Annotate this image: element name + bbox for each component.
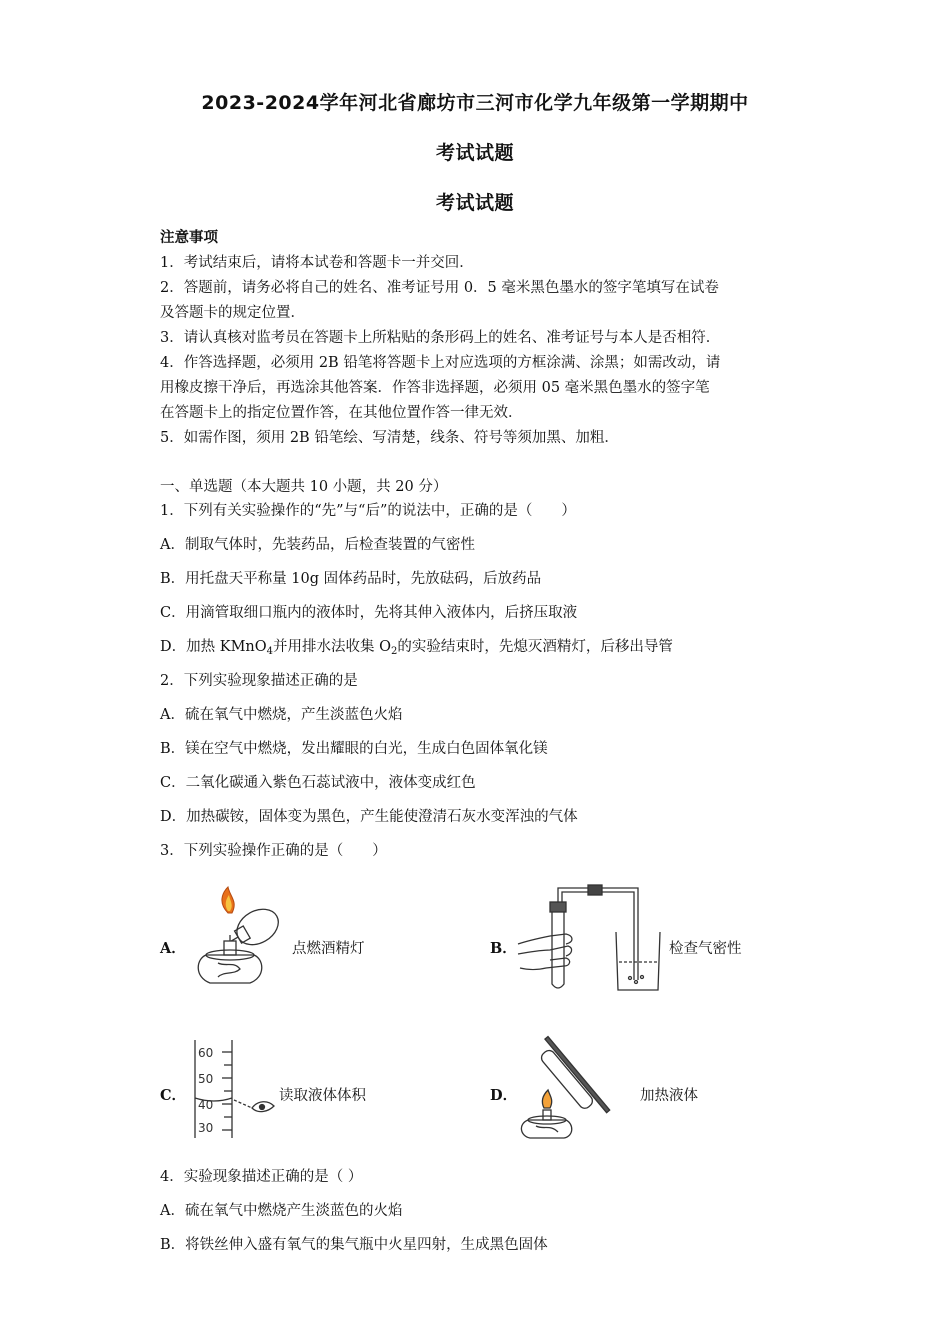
- q2-option-c: C．二氧化碳通入紫色石蕊试液中，液体变成红色: [160, 775, 476, 791]
- q3-option-a-label: A．: [160, 940, 186, 957]
- heating-liquid-figure: [514, 1030, 634, 1142]
- q3-option-c-label: C．: [160, 1087, 187, 1104]
- notice-item: 用橡皮擦干净后，再选涂其他答案．作答非选择题，必须用 05 毫米黑色墨水的签字笔: [160, 380, 710, 396]
- q2-option-a: A．硫在氧气中燃烧，产生淡蓝色火焰: [160, 707, 403, 723]
- section-heading: 一、单选题（本大题共 10 小题，共 20 分）: [160, 479, 448, 495]
- notice-item: 及答题卡的规定位置．: [160, 305, 305, 321]
- notice-item: 2．答题前，请务必将自己的姓名、准考证号用 0．5 毫米黑色墨水的签字笔填写在试卷: [160, 280, 719, 296]
- q3-option-b-label: B．: [490, 940, 517, 957]
- q2-option-d: D．加热碳铵，固体变为黑色，产生能使澄清石灰水变浑浊的气体: [160, 809, 578, 825]
- q4-stem: 4．实验现象描述正确的是（ ）: [160, 1169, 363, 1185]
- q1-option-a: A．制取气体时，先装药品，后检查装置的气密性: [160, 537, 475, 553]
- graduated-cylinder-figure: [190, 1038, 280, 1142]
- q2-stem: 2．下列实验现象描述正确的是: [160, 673, 358, 689]
- q4-option-a: A．硫在氧气中燃烧产生淡蓝色的火焰: [160, 1203, 403, 1219]
- q1-stem: 1．下列有关实验操作的“先”与“后”的说法中，正确的是（ ）: [160, 503, 576, 519]
- q3-stem: 3．下列实验操作正确的是（ ）: [160, 843, 387, 859]
- q1-option-d: D．加热 KMnO$_4$并用排水法收集 $O_2$的实验结束时，先熄灭酒精灯，后移出导管: [160, 639, 673, 657]
- notice-item: 5．如需作图，须用 2B 铅笔绘、写清楚，线条、符号等须加黑、加粗．: [160, 430, 619, 446]
- notice-heading: 注意事项: [160, 229, 218, 246]
- cylinder-tick-label: 40: [198, 1098, 214, 1112]
- cylinder-tick-label: 30: [198, 1121, 214, 1135]
- page-title-line1: 2023-2024学年河北省廊坊市三河市化学九年级第一学期期中: [201, 92, 749, 114]
- alcohol-lamp-lighting-figure: [188, 885, 288, 993]
- q3-option-c-caption: 读取液体体积: [279, 1088, 366, 1104]
- q4-option-b: B．将铁丝伸入盛有氧气的集气瓶中火星四射，生成黑色固体: [160, 1237, 548, 1253]
- page-title-line2: 考试试题: [435, 142, 514, 164]
- notice-item: 3．请认真核对监考员在答题卡上所粘贴的条形码上的姓名、准考证号与本人是否相符．: [160, 330, 721, 346]
- q1-option-c: C．用滴管取细口瓶内的液体时，先将其伸入液体内，后挤压取液: [160, 605, 578, 621]
- q3-option-d-label: D．: [490, 1087, 518, 1104]
- q3-option-d-caption: 加热液体: [640, 1088, 698, 1104]
- airtightness-check-figure: [516, 880, 666, 995]
- q3-option-a-caption: 点燃酒精灯: [292, 941, 365, 957]
- cylinder-tick-label: 60: [198, 1046, 214, 1060]
- q2-option-b: B．镁在空气中燃烧，发出耀眼的白光，生成白色固体氧化镁: [160, 741, 548, 757]
- q3-option-b-caption: 检查气密性: [669, 941, 742, 957]
- q1-option-b: B．用托盘天平称量 10g 固体药品时，先放砝码，后放药品: [160, 571, 542, 587]
- notice-item: 1．考试结束后，请将本试卷和答题卡一并交回．: [160, 255, 474, 271]
- page-title-line3: 考试试题: [435, 192, 514, 214]
- notice-item: 4．作答选择题，必须用 2B 铅笔将答题卡上对应选项的方框涂满、涂黑；如需改动，请: [160, 355, 721, 371]
- cylinder-tick-label: 50: [198, 1072, 214, 1086]
- notice-item: 在答题卡上的指定位置作答，在其他位置作答一律无效．: [160, 405, 523, 421]
